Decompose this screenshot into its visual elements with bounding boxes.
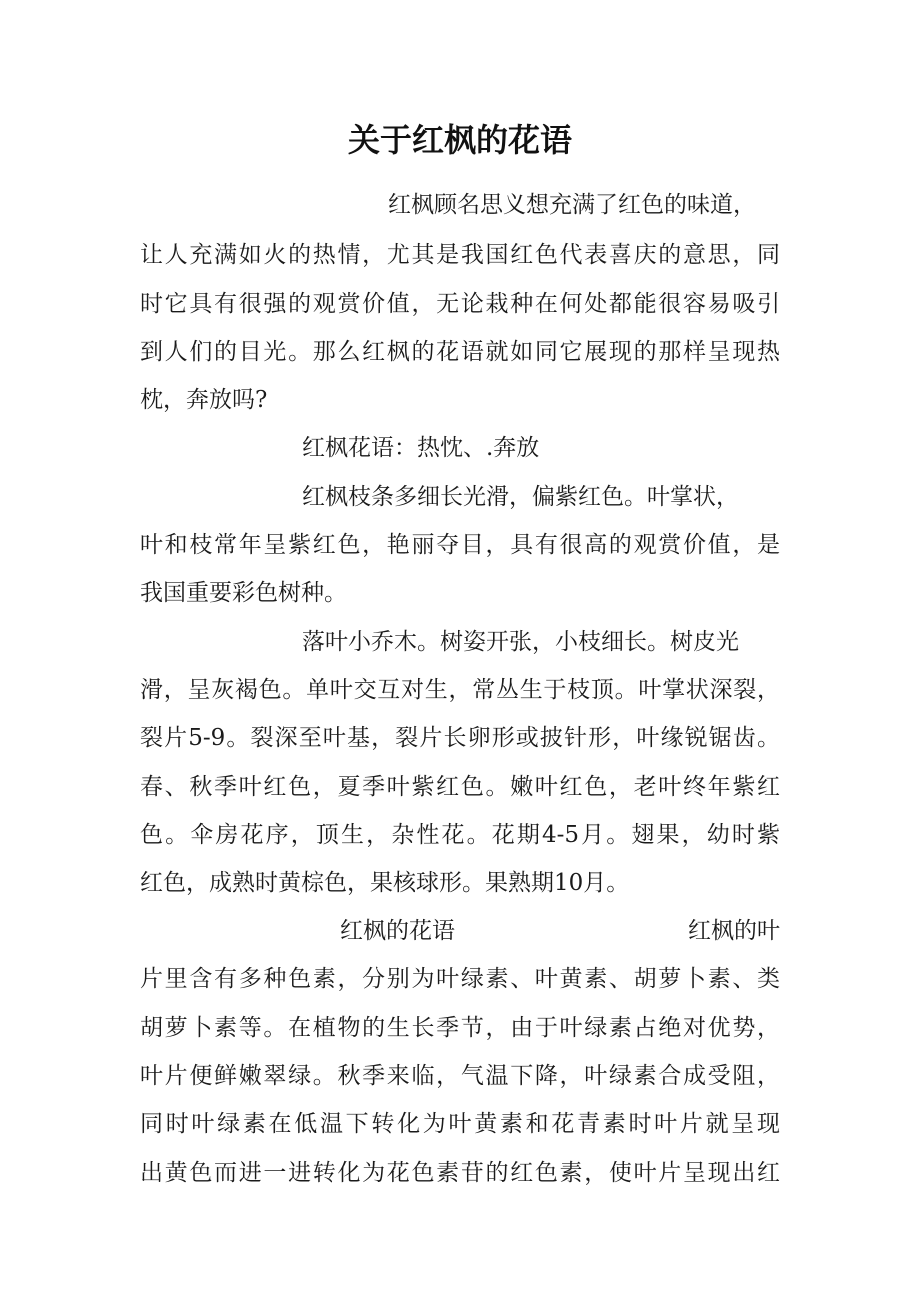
paragraph-4-line-3: 裂片5-9。裂深至叶基，裂片长卵形或披针形，叶缘锐锯齿。 bbox=[140, 725, 780, 751]
paragraph-2-line-1: 红枫花语：热忱、.奔放 bbox=[302, 435, 540, 461]
paragraph-1-line-3: 时它具有很强的观赏价值，无论栽种在何处都能很容易吸引 bbox=[140, 291, 780, 317]
paragraph-4-line-1: 落叶小乔木。树姿开张，小枝细长。树皮光 bbox=[302, 629, 739, 655]
paragraph-5-line-6: 出黄色而进一进转化为花色素苷的红色素，使叶片呈现出红 bbox=[140, 1160, 780, 1186]
paragraph-1-line-1: 红枫顾名思义想充满了红色的味道， bbox=[388, 192, 756, 218]
paragraph-5-start: 红枫的叶 bbox=[688, 918, 780, 944]
paragraph-5-line-4: 叶片便鲜嫩翠绿。秋季来临，气温下降，叶绿素合成受阻， bbox=[140, 1063, 780, 1089]
paragraph-4-line-5: 色。伞房花序，顶生，杂性花。花期4-5月。翅果，幼时紫 bbox=[140, 822, 780, 848]
paragraph-5-line-2: 片里含有多种色素，分别为叶绿素、叶黄素、胡萝卜素、类 bbox=[140, 966, 780, 992]
paragraph-5-heading: 红枫的花语 bbox=[340, 918, 455, 944]
paragraph-1-line-5: 枕，奔放吗? bbox=[140, 387, 268, 413]
paragraph-5-line-5: 同时叶绿素在低温下转化为叶黄素和花青素时叶片就呈现 bbox=[140, 1111, 780, 1137]
document-title: 关于红枫的花语 bbox=[347, 121, 572, 159]
paragraph-3-line-2: 叶和枝常年呈紫红色，艳丽夺目，具有很高的观赏价值，是 bbox=[140, 532, 780, 558]
paragraph-1-line-2: 让人充满如火的热情，尤其是我国红色代表喜庆的意思，同 bbox=[140, 242, 780, 268]
paragraph-3-line-3: 我国重要彩色树种。 bbox=[140, 580, 347, 606]
paragraph-3-line-1: 红枫枝条多细长光滑，偏紫红色。叶掌状， bbox=[302, 484, 739, 510]
paragraph-4-line-2: 滑，呈灰褐色。单叶交互对生，常丛生于枝顶。叶掌状深裂， bbox=[140, 677, 780, 703]
paragraph-1-line-4: 到人们的目光。那么红枫的花语就如同它展现的那样呈现热 bbox=[140, 339, 780, 365]
paragraph-5-line-1 bbox=[340, 908, 780, 954]
paragraph-5-line-3: 胡萝卜素等。在植物的生长季节，由于叶绿素占绝对优势， bbox=[140, 1015, 780, 1041]
paragraph-4-line-4: 春、秋季叶红色，夏季叶紫红色。嫩叶红色，老叶终年紫红 bbox=[140, 774, 780, 800]
paragraph-4-line-6: 红色，成熟时黄棕色，果核球形。果熟期10月。 bbox=[140, 870, 630, 896]
